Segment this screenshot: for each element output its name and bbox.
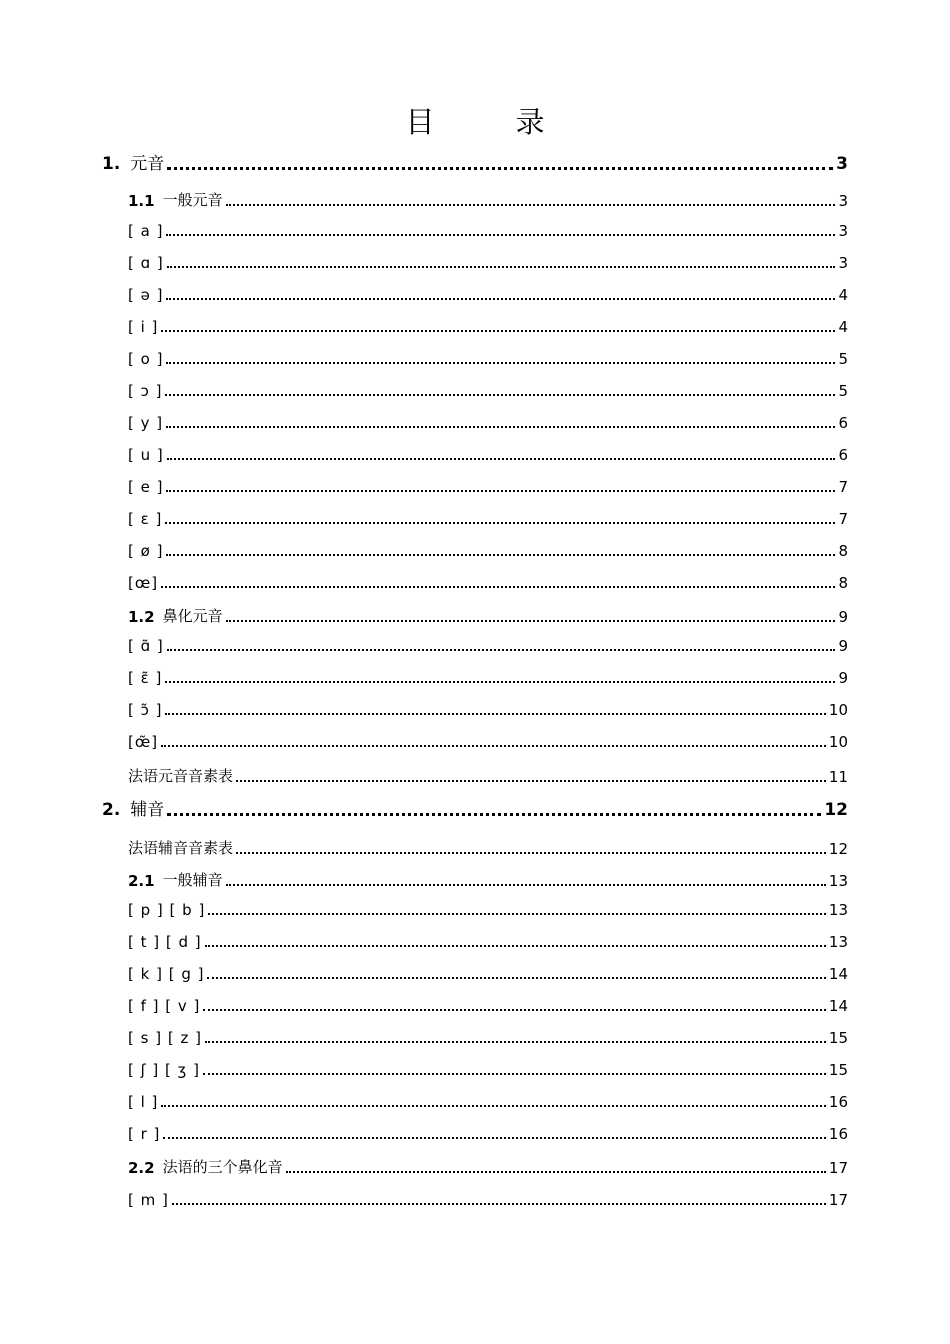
- toc-entry-label: [ u ]: [128, 446, 164, 464]
- dot-leader: [226, 884, 826, 886]
- toc-entry[interactable]: [128, 1025, 848, 1047]
- toc-entry-label: [œ]: [128, 574, 159, 592]
- toc-entry[interactable]: [128, 764, 848, 786]
- toc-entry-number: 2.: [102, 800, 121, 820]
- dot-leader: [161, 330, 835, 332]
- toc-page-number: 5: [838, 382, 848, 400]
- toc-entry[interactable]: [128, 1121, 848, 1143]
- toc-entry-label: [ a ]: [128, 222, 164, 240]
- toc-entry-label: 鼻化元音: [162, 607, 223, 625]
- toc-page-number: 15: [828, 1029, 848, 1047]
- toc-entry-number: 1.2: [128, 608, 155, 626]
- toc-entry[interactable]: [128, 506, 848, 528]
- dot-leader: [165, 713, 825, 715]
- toc-entry-label: [ m ]: [128, 1191, 169, 1209]
- toc-page-number: 9: [838, 669, 848, 687]
- dot-leader: [167, 167, 833, 170]
- dot-leader: [167, 458, 835, 460]
- toc-page-number: 3: [838, 222, 848, 240]
- dot-leader: [166, 490, 835, 492]
- toc-entry[interactable]: [128, 314, 848, 336]
- dot-leader: [208, 913, 826, 915]
- toc-page-number: 3: [838, 192, 848, 210]
- toc-page-number: 13: [828, 933, 848, 951]
- toc-entry[interactable]: [128, 1187, 848, 1209]
- toc-entry[interactable]: [128, 538, 848, 560]
- toc-page-number: 3: [838, 254, 848, 272]
- dot-leader: [166, 298, 835, 300]
- toc-page-number: 8: [838, 542, 848, 560]
- toc-entry-label: [ ɑ̃ ]: [128, 637, 164, 655]
- toc-entry-label: [ ɛ ]: [128, 510, 163, 528]
- toc-entry[interactable]: [102, 798, 848, 820]
- dot-leader: [286, 1171, 826, 1173]
- toc-entry-number: 2.1: [128, 872, 155, 890]
- toc-entry[interactable]: [128, 961, 848, 983]
- toc-entry[interactable]: [128, 836, 848, 858]
- toc-page-number: 3: [836, 154, 848, 174]
- toc-page-number: 16: [828, 1125, 848, 1143]
- toc-entry[interactable]: [128, 378, 848, 400]
- toc-page-number: 15: [828, 1061, 848, 1079]
- toc-page-number: 14: [828, 965, 848, 983]
- toc-entry[interactable]: [128, 697, 848, 719]
- toc-entry-number: 1.1: [128, 192, 155, 210]
- dot-leader: [161, 1105, 825, 1107]
- toc-entry-label: [ e ]: [128, 478, 164, 496]
- page-title: 目 录: [405, 105, 571, 139]
- toc-page-number: 9: [838, 637, 848, 655]
- dot-leader: [165, 681, 835, 683]
- toc-page-number: 12: [828, 840, 848, 858]
- toc-entry-label: 一般元音: [162, 191, 223, 209]
- toc-entry-label: [ f ] [ v ]: [128, 997, 201, 1015]
- dot-leader: [161, 745, 826, 747]
- toc-entry-label: 一般辅音: [162, 871, 223, 889]
- toc-page-number: 6: [838, 414, 848, 432]
- toc-page-number: 4: [838, 318, 848, 336]
- dot-leader: [166, 554, 835, 556]
- toc-page-number: 10: [828, 701, 848, 719]
- dot-leader: [172, 1203, 826, 1205]
- dot-leader: [203, 1009, 826, 1011]
- toc-page-number: 16: [828, 1093, 848, 1111]
- toc-entry[interactable]: [128, 1089, 848, 1111]
- toc-entry[interactable]: [128, 929, 848, 951]
- toc-page-number: 12: [824, 800, 848, 820]
- toc-entry-label: 法语的三个鼻化音: [162, 1158, 283, 1176]
- toc-entry-label: 法语元音音素表: [128, 767, 234, 785]
- toc-page-number: 13: [828, 901, 848, 919]
- toc-entry-label: [ k ] [ g ]: [128, 965, 205, 983]
- toc-entry-label: [ p ] [ b ]: [128, 901, 206, 919]
- dot-leader: [165, 522, 835, 524]
- toc-entry[interactable]: [128, 218, 848, 240]
- dot-leader: [205, 945, 826, 947]
- toc-entry-label: [ t ] [ d ]: [128, 933, 202, 951]
- toc-entry[interactable]: [128, 1057, 848, 1079]
- toc-entry[interactable]: [128, 410, 848, 432]
- toc-page-number: 8: [838, 574, 848, 592]
- toc-page-number: 4: [838, 286, 848, 304]
- toc-page-number: 14: [828, 997, 848, 1015]
- toc-page-number: 17: [828, 1191, 848, 1209]
- dot-leader: [226, 620, 835, 622]
- toc-entry-label: 辅音: [130, 800, 165, 820]
- toc-entry-number: 1.: [102, 154, 121, 174]
- toc-entry-label: [ s ] [ z ]: [128, 1029, 202, 1047]
- dot-leader: [167, 813, 821, 816]
- toc-entry-label: [ l ]: [128, 1093, 159, 1111]
- toc-entry-label: [ ɔ ]: [128, 382, 163, 400]
- dot-leader: [166, 426, 835, 428]
- toc-entry-label: [ ɑ ]: [128, 254, 164, 272]
- toc-entry[interactable]: [128, 346, 848, 368]
- toc-entry[interactable]: [128, 442, 848, 464]
- toc-page-number: 17: [828, 1159, 848, 1177]
- dot-leader: [207, 977, 825, 979]
- toc-page-number: 6: [838, 446, 848, 464]
- toc-entry-label: [ y ]: [128, 414, 164, 432]
- dot-leader: [226, 204, 835, 206]
- toc-entry[interactable]: [102, 152, 848, 174]
- toc-entry[interactable]: [128, 1155, 848, 1177]
- dot-leader: [166, 234, 835, 236]
- dot-leader: [163, 1137, 825, 1139]
- toc-entry[interactable]: [128, 897, 848, 919]
- dot-leader: [236, 852, 826, 854]
- toc-entry-label: [œ̃]: [128, 733, 159, 751]
- toc-entry-number: 2.2: [128, 1159, 155, 1177]
- toc-entry-label: [ o ]: [128, 350, 164, 368]
- dot-leader: [205, 1041, 826, 1043]
- toc-entry[interactable]: [128, 604, 848, 626]
- toc-entry[interactable]: [128, 665, 848, 687]
- toc-entry[interactable]: [128, 474, 848, 496]
- toc-entry-label: [ ʃ ] [ ʒ ]: [128, 1061, 200, 1079]
- toc-entry-label: [ ɔ̃ ]: [128, 701, 163, 719]
- dot-leader: [167, 266, 835, 268]
- toc-entry-label: 元音: [130, 154, 165, 174]
- toc-entry-label: [ ə ]: [128, 286, 164, 304]
- dot-leader: [161, 586, 835, 588]
- toc-page-number: 7: [838, 478, 848, 496]
- toc-entry[interactable]: [128, 282, 848, 304]
- toc-entry-label: [ ɛ̃ ]: [128, 669, 163, 687]
- dot-leader: [165, 394, 835, 396]
- toc-page-number: 13: [828, 872, 848, 890]
- toc-entry[interactable]: [128, 633, 848, 655]
- toc-page-number: 7: [838, 510, 848, 528]
- toc-entry[interactable]: [128, 868, 848, 890]
- toc-page-number: 5: [838, 350, 848, 368]
- toc-entry[interactable]: [128, 729, 848, 751]
- toc-entry-label: [ ø ]: [128, 542, 164, 560]
- toc-entry-label: 法语辅音音素表: [128, 839, 234, 857]
- dot-leader: [236, 780, 826, 782]
- toc-entry[interactable]: [128, 188, 848, 210]
- toc-entry[interactable]: [128, 993, 848, 1015]
- toc-page-number: 10: [828, 733, 848, 751]
- toc-entry-label: [ r ]: [128, 1125, 161, 1143]
- toc-entry-label: [ i ]: [128, 318, 159, 336]
- toc-page-number: 9: [838, 608, 848, 626]
- toc-entry[interactable]: [128, 570, 848, 592]
- dot-leader: [203, 1073, 826, 1075]
- toc-entry[interactable]: [128, 250, 848, 272]
- dot-leader: [166, 362, 835, 364]
- toc-page-number: 11: [828, 768, 848, 786]
- dot-leader: [167, 649, 835, 651]
